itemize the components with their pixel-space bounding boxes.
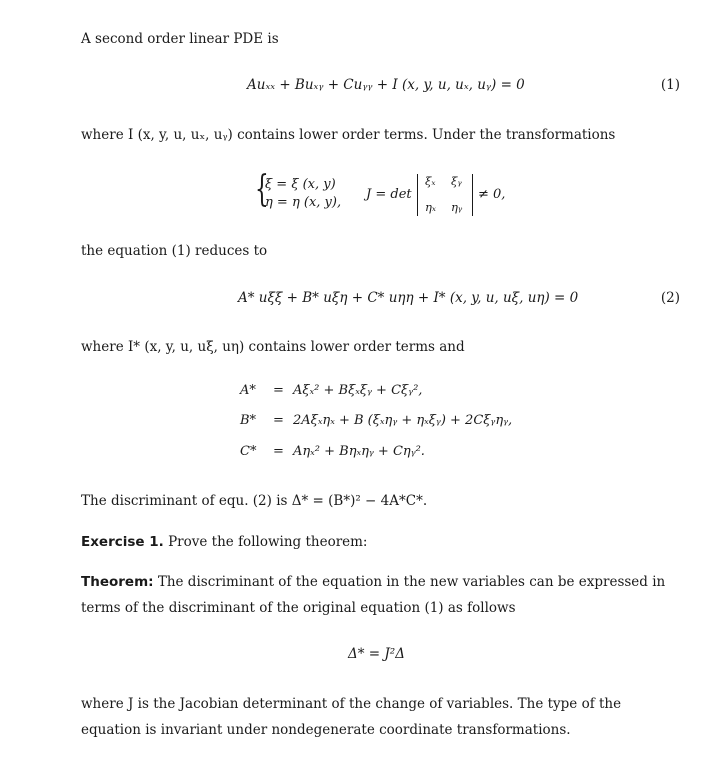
matrix-eta-y: ηᵧ	[451, 200, 463, 214]
intro-text: A second order linear PDE is	[81, 31, 279, 47]
theorem-label: Theorem:	[81, 574, 154, 590]
determinant-right-bar	[472, 174, 473, 216]
equation-3: Δ* = J²Δ	[348, 646, 405, 662]
equation-2: A* uξξ + B* uξη + C* uηη + I* (x, y, u, uξ, uη) = 0	[238, 290, 579, 306]
equation-1-number: (1)	[660, 77, 680, 93]
system-separator: ,	[336, 195, 342, 210]
c-star-rhs: Aηₓ² + Bηₓηᵧ + Cηᵧ².	[293, 444, 425, 459]
left-brace-symbol: {	[255, 169, 269, 210]
eta-transform: η = η (x, y)	[265, 195, 337, 210]
a-star-equals: =	[273, 383, 284, 398]
b-star-lhs: B*	[240, 413, 257, 428]
c-star-equals: =	[273, 444, 284, 459]
b-star-equals: =	[273, 413, 284, 428]
matrix-eta-x: ηₓ	[425, 200, 436, 214]
exercise-label: Exercise 1.	[81, 534, 164, 550]
xi-transform: ξ = ξ (x, y)	[265, 177, 336, 192]
nonzero-condition: ≠ 0,	[478, 187, 506, 202]
determinant-left-bar	[417, 174, 418, 216]
theorem-text: The discriminant of the equation in the new variables can be expressed in terms of the discriminant of the original equation (1) as follows	[81, 574, 666, 616]
new-lower-order-text: where I* (x, y, u, uξ, uη) contains lower order terms and	[81, 339, 465, 355]
reduces-to-text: the equation (1) reduces to	[81, 243, 268, 259]
theorem-paragraph	[81, 569, 681, 621]
c-star-lhs: C*	[240, 444, 257, 459]
exercise-text: Prove the following theorem:	[168, 534, 368, 550]
b-star-rhs: 2Aξₓηₓ + B (ξₓηᵧ + ηₓξᵧ) + 2Cξᵧηᵧ,	[293, 413, 513, 428]
a-star-rhs: Aξₓ² + Bξₓξᵧ + Cξᵧ²,	[293, 383, 423, 398]
matrix-xi-y: ξᵧ	[451, 174, 462, 188]
equation-2-number: (2)	[660, 290, 680, 306]
exercise-paragraph	[81, 529, 681, 555]
discriminant-text: The discriminant of equ. (2) is Δ* = (B*)² − 4A*C*.	[81, 493, 428, 509]
lower-order-terms-text: where I (x, y, u, uₓ, uᵧ) contains lower order terms. Under the transformations	[81, 127, 616, 143]
jacobian-conclusion-text: where J is the Jacobian determinant of the change of variables. The type of the equation is invariant under nondegenerate coordinate transformations.	[81, 696, 622, 738]
jacobian-label: J = det	[366, 187, 412, 202]
equation-1: Auₓₓ + Buₓᵧ + Cuᵧᵧ + I (x, y, u, uₓ, uᵧ) = 0	[247, 77, 525, 93]
matrix-xi-x: ξₓ	[425, 174, 436, 188]
a-star-lhs: A*	[240, 383, 256, 398]
